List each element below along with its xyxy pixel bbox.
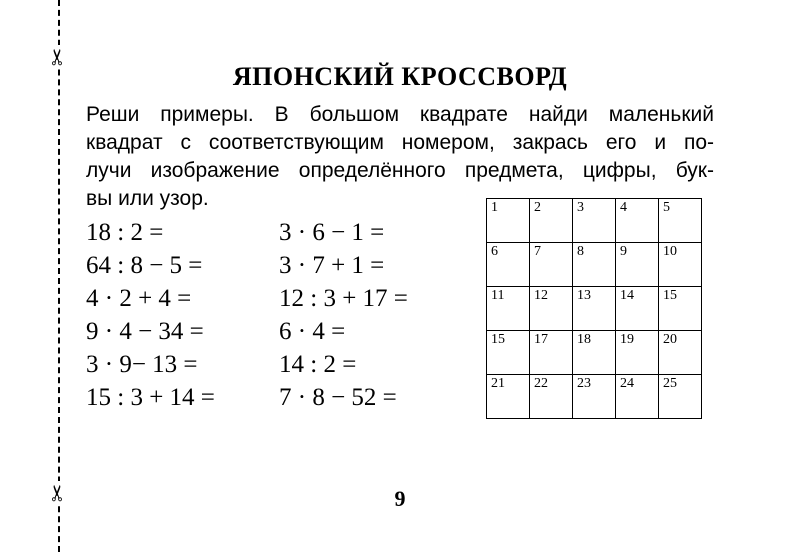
- instruction-line: лучи изображение определённого предмета, цифры, бук-: [86, 159, 714, 182]
- example: 18 : 2 =: [86, 219, 164, 246]
- grid-cell: 1: [487, 199, 530, 243]
- scissors-icon: ✂: [44, 45, 74, 69]
- grid-cell: 21: [487, 375, 530, 419]
- grid-cell: 13: [573, 287, 616, 331]
- grid-cell: 15: [487, 331, 530, 375]
- example: 3 · 9− 13 =: [86, 351, 198, 378]
- grid-cell: 14: [616, 287, 659, 331]
- grid-cell: 10: [659, 243, 702, 287]
- instruction-line: вы или узор.: [86, 187, 209, 210]
- example: 12 : 3 + 17 =: [279, 285, 408, 312]
- instruction-line: Реши примеры. В большом квадрате найди маленький: [86, 103, 714, 126]
- page-title: ЯПОНСКИЙ КРОССВОРД: [232, 62, 568, 91]
- example: 7 · 8 − 52 =: [279, 384, 397, 411]
- grid-cell: 17: [530, 331, 573, 375]
- grid-cell: 6: [487, 243, 530, 287]
- grid-row: [487, 331, 702, 375]
- grid-cell: 9: [616, 243, 659, 287]
- examples-left-column: [86, 216, 215, 414]
- grid-row: [487, 375, 702, 419]
- grid-cell: 20: [659, 331, 702, 375]
- grid-cell: 12: [530, 287, 573, 331]
- example: 3 · 7 + 1 =: [279, 252, 385, 279]
- grid-row: [487, 199, 702, 243]
- grid-row: [487, 243, 702, 287]
- grid-cell: 22: [530, 375, 573, 419]
- grid-cell: 15: [659, 287, 702, 331]
- grid-cell: 8: [573, 243, 616, 287]
- example: 9 · 4 − 34 =: [86, 318, 204, 345]
- crossword-grid: [486, 198, 702, 419]
- example: 6 · 4 =: [279, 318, 346, 345]
- example: 3 · 6 − 1 =: [279, 219, 385, 246]
- grid-cell: 3: [573, 199, 616, 243]
- grid-cell: 19: [616, 331, 659, 375]
- grid-cell: 7: [530, 243, 573, 287]
- instruction-line: квадрат с соответствующим номером, закрась его и по-: [86, 131, 714, 154]
- example: 15 : 3 + 14 =: [86, 384, 215, 411]
- instructions: [86, 101, 714, 213]
- example: 4 · 2 + 4 =: [86, 285, 192, 312]
- grid-row: [487, 287, 702, 331]
- scissors-icon: ✂: [44, 481, 74, 505]
- grid-cell: 24: [616, 375, 659, 419]
- grid-cell: 4: [616, 199, 659, 243]
- grid-cell: 11: [487, 287, 530, 331]
- grid-cell: 5: [659, 199, 702, 243]
- examples-right-column: [279, 216, 408, 414]
- page-number: 9: [394, 486, 406, 511]
- grid-cell: 2: [530, 199, 573, 243]
- grid-cell: 18: [573, 331, 616, 375]
- example: 14 : 2 =: [279, 351, 357, 378]
- grid-cell: 23: [573, 375, 616, 419]
- example: 64 : 8 − 5 =: [86, 252, 203, 279]
- grid-cell: 25: [659, 375, 702, 419]
